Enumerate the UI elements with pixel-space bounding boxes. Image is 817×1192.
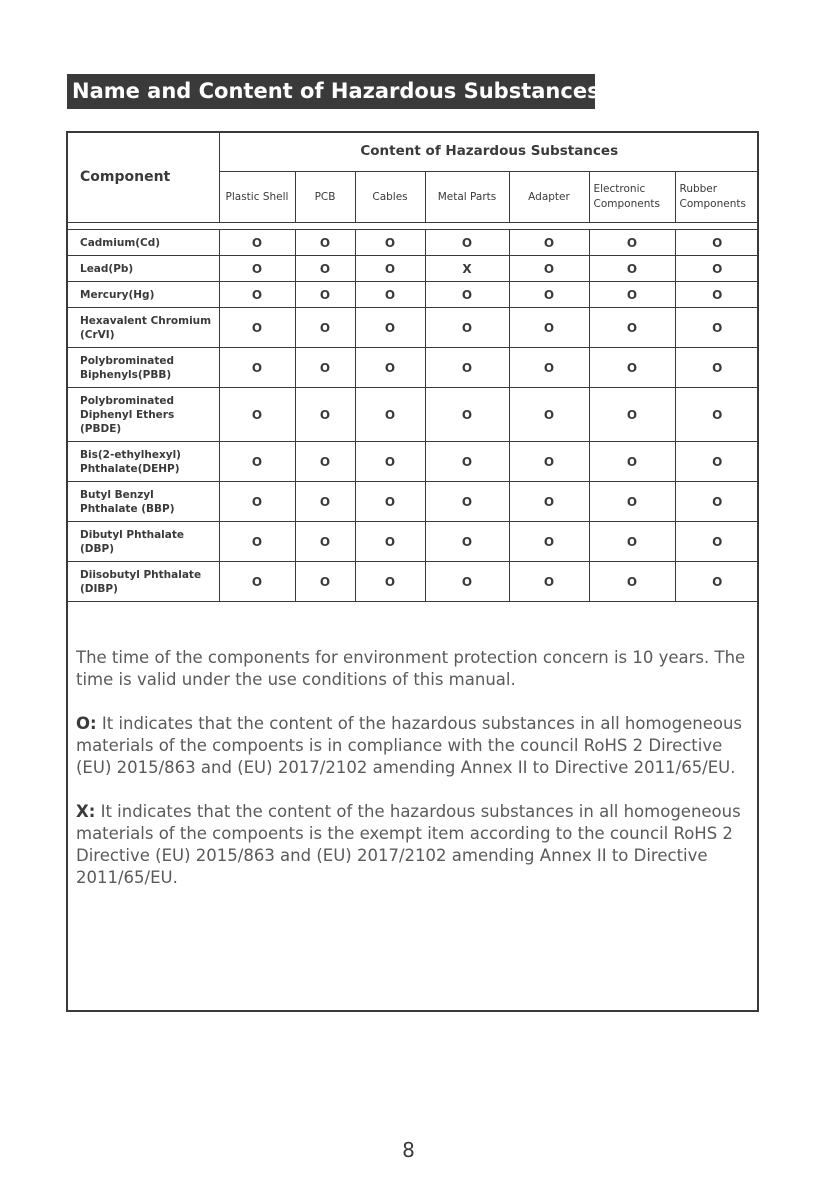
table-row — [66, 308, 759, 348]
substance-label-line: Cadmium(Cd) — [80, 236, 161, 249]
compliance-mark: O — [219, 256, 295, 282]
table-row — [66, 282, 759, 308]
compliance-mark: O — [589, 388, 675, 442]
compliance-mark: O — [355, 522, 425, 562]
environment-period-note: The time of the components for environment protection concern is 10 years. The time is valid under the use conditions of this manual. — [76, 648, 746, 689]
compliance-mark: O — [675, 442, 759, 482]
substance-label-line: (DIBP) — [80, 582, 118, 595]
column-header — [509, 172, 589, 223]
compliance-mark: O — [675, 282, 759, 308]
compliance-mark: O — [425, 442, 509, 482]
table-row — [66, 388, 759, 442]
substance-label — [66, 282, 219, 308]
compliance-mark: O — [509, 442, 589, 482]
substance-label-line: Diphenyl Ethers — [80, 408, 175, 421]
compliance-mark: O — [355, 282, 425, 308]
compliance-mark: O — [425, 388, 509, 442]
component-header: Component — [66, 131, 219, 223]
substance-label — [66, 348, 219, 388]
column-header — [219, 172, 295, 223]
compliance-mark: O — [219, 522, 295, 562]
substance-label — [66, 256, 219, 282]
compliance-mark: O — [355, 562, 425, 602]
table-row — [66, 522, 759, 562]
substance-label-line: Phthalate(DEHP) — [80, 462, 180, 475]
compliance-mark: O — [219, 562, 295, 602]
notes-section — [76, 647, 748, 911]
column-header-line: Adapter — [528, 190, 570, 203]
compliance-mark: O — [589, 230, 675, 256]
compliance-mark: O — [355, 348, 425, 388]
compliance-mark: O — [425, 282, 509, 308]
compliance-mark: O — [509, 522, 589, 562]
substance-label — [66, 562, 219, 602]
compliance-mark: O — [295, 308, 355, 348]
compliance-mark: O — [589, 308, 675, 348]
compliance-mark: O — [355, 230, 425, 256]
substance-label — [66, 308, 219, 348]
compliance-mark: O — [509, 482, 589, 522]
table-row — [66, 442, 759, 482]
column-header-line: Components — [593, 198, 660, 210]
compliance-mark: O — [509, 256, 589, 282]
compliance-mark: O — [425, 482, 509, 522]
substance-label-line: (DBP) — [80, 542, 115, 555]
o-definition — [76, 713, 748, 779]
compliance-mark: O — [295, 348, 355, 388]
substance-label-line: (PBDE) — [80, 422, 122, 435]
substance-label — [66, 522, 219, 562]
compliance-mark: O — [589, 256, 675, 282]
content-header: Content of Hazardous Substances — [219, 131, 759, 172]
column-header-line: Electronic — [593, 183, 646, 195]
compliance-mark: O — [219, 442, 295, 482]
compliance-mark: O — [509, 230, 589, 256]
compliance-mark: O — [589, 442, 675, 482]
compliance-mark: O — [295, 256, 355, 282]
compliance-mark: O — [425, 308, 509, 348]
column-header-line: PCB — [314, 190, 336, 203]
separator-cell — [66, 223, 759, 230]
column-header-line: Metal Parts — [437, 190, 497, 203]
compliance-mark: O — [295, 442, 355, 482]
substance-label-line: (CrVI) — [80, 328, 115, 341]
x-definition — [76, 801, 748, 889]
compliance-mark: O — [675, 388, 759, 442]
o-text: It indicates that the content of the hazardous substances in all homogeneous materials of the compoents is in compliance with the council RoHS 2 Directive (EU) 2015/863 and (EU) 2017/2102 amending Annex II to Directive 2011/65/EU. — [76, 714, 743, 777]
column-header-line: Plastic Shell — [225, 190, 289, 203]
compliance-mark: O — [675, 308, 759, 348]
compliance-mark: O — [219, 282, 295, 308]
substance-label-line: Polybrominated — [80, 354, 175, 367]
page-number: 8 — [402, 1138, 415, 1162]
compliance-mark: O — [355, 308, 425, 348]
column-header — [295, 172, 355, 223]
substance-label-line: Bis(2-ethylhexyl) — [80, 448, 181, 461]
page-title: Name and Content of Hazardous Substances — [67, 74, 595, 109]
compliance-mark: O — [425, 230, 509, 256]
table-row — [66, 348, 759, 388]
compliance-mark: O — [589, 522, 675, 562]
compliance-mark: O — [509, 308, 589, 348]
compliance-mark: O — [219, 388, 295, 442]
substance-label — [66, 230, 219, 256]
compliance-mark: O — [295, 522, 355, 562]
compliance-mark: O — [295, 282, 355, 308]
compliance-mark: O — [219, 308, 295, 348]
substance-label-line: Lead(Pb) — [80, 262, 134, 275]
compliance-mark: O — [509, 348, 589, 388]
column-header — [425, 172, 509, 223]
column-header — [675, 172, 759, 223]
compliance-mark: O — [295, 230, 355, 256]
substance-label-line: Polybrominated — [80, 394, 175, 407]
compliance-mark: O — [675, 256, 759, 282]
compliance-mark: O — [219, 348, 295, 388]
x-text: It indicates that the content of the hazardous substances in all homogeneous materials of the compoents is the exempt item according to the council RoHS 2 Directive (EU) 2015/863 and (EU) 2017/2102 amending Annex II to Directive 2011/65/EU. — [76, 802, 741, 887]
compliance-mark: O — [355, 442, 425, 482]
x-label: X: — [76, 802, 96, 821]
compliance-mark: O — [589, 482, 675, 522]
compliance-mark: O — [425, 522, 509, 562]
compliance-mark: O — [589, 562, 675, 602]
column-header — [589, 172, 675, 223]
table-row — [66, 256, 759, 282]
compliance-mark: O — [509, 388, 589, 442]
compliance-mark: O — [295, 388, 355, 442]
compliance-mark: X — [425, 256, 509, 282]
column-header-line: Components — [679, 198, 746, 210]
compliance-mark: O — [675, 522, 759, 562]
compliance-mark: O — [219, 482, 295, 522]
compliance-mark: O — [675, 562, 759, 602]
compliance-mark: O — [425, 348, 509, 388]
substance-label — [66, 482, 219, 522]
compliance-mark: O — [355, 388, 425, 442]
substance-label-line: Phthalate (BBP) — [80, 502, 175, 515]
hazardous-substances-table — [66, 131, 759, 602]
substance-label-line: Hexavalent Chromium — [80, 314, 212, 327]
compliance-mark: O — [425, 562, 509, 602]
table-body — [66, 223, 759, 602]
substance-label-line: Mercury(Hg) — [80, 288, 155, 301]
compliance-mark: O — [675, 230, 759, 256]
column-header — [355, 172, 425, 223]
compliance-mark: O — [509, 562, 589, 602]
compliance-mark: O — [355, 482, 425, 522]
table-row — [66, 230, 759, 256]
header-separator — [66, 223, 759, 230]
column-header-line: Rubber — [679, 183, 718, 195]
compliance-mark: O — [675, 482, 759, 522]
compliance-mark: O — [589, 282, 675, 308]
o-label: O: — [76, 714, 97, 733]
table-row — [66, 482, 759, 522]
column-header-line: Cables — [372, 190, 408, 203]
substance-label-line: Butyl Benzyl — [80, 488, 154, 501]
substance-label-line: Biphenyls(PBB) — [80, 368, 172, 381]
table-row — [66, 562, 759, 602]
substance-label — [66, 442, 219, 482]
substance-label — [66, 388, 219, 442]
compliance-mark: O — [509, 282, 589, 308]
compliance-mark: O — [675, 348, 759, 388]
substance-label-line: Diisobutyl Phthalate — [80, 568, 202, 581]
compliance-mark: O — [295, 562, 355, 602]
compliance-mark: O — [295, 482, 355, 522]
substance-label-line: Dibutyl Phthalate — [80, 528, 185, 541]
compliance-mark: O — [589, 348, 675, 388]
compliance-mark: O — [355, 256, 425, 282]
compliance-mark: O — [219, 230, 295, 256]
